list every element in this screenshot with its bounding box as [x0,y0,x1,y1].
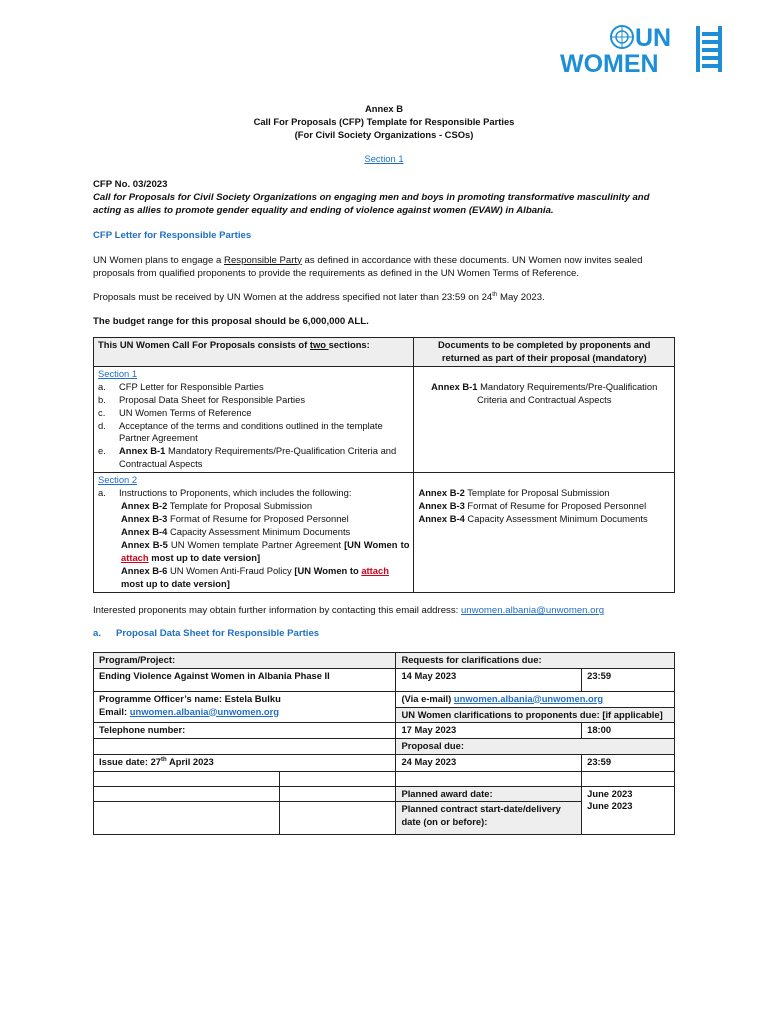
document-page [93,0,675,835]
annex-label: Annex B [364,103,404,114]
cfp-call-title: Call for Proposals for Civil Society Organizations on engaging men and boys in promoting transformative masculinity and acting as allies to promote gender equality and ending of violence against women (EVAW) in Albania. [93,191,650,217]
data-sheet-table [93,652,675,836]
award-dates-cell [582,786,675,835]
list-item: c. UN Women Terms of Reference [98,406,252,418]
clarif-to-time: 18:00 [582,723,675,739]
section-1-list [98,381,409,472]
list-item: Annex B-2 Template for Proposal Submission [418,487,610,499]
contact-paragraph: Interested proponents may obtain further information by contacting this email address: unwomen.albania@unwomen.org [93,605,605,617]
empty-cell [582,771,675,786]
program-label: Program/Project: [94,652,396,668]
doc-subtitle: (For Civil Society Organizations - CSOs) [294,129,474,141]
table-row [94,652,675,668]
section-1-cell [94,366,414,473]
list-item: Annex B-3 Format of Resume for Proposed Personnel [121,513,349,525]
table-row [94,691,675,707]
empty-cell [94,739,396,755]
clarif-to-label: UN Women clarifications to proponents due: [if applicable] [396,707,675,723]
table-row [94,337,675,366]
via-email-link[interactable]: unwomen.albania@unwomen.org [453,692,604,704]
officer-email-link[interactable]: unwomen.albania@unwomen.org [129,705,280,717]
clarif-date: 14 May 2023 [396,668,582,691]
table-row [94,668,675,691]
clarif-label: Requests for clarifications due: [396,652,675,668]
list-item: a. CFP Letter for Responsible Parties [98,380,264,392]
section-2-table-link[interactable]: Section 2 [98,474,138,486]
responsible-party-link[interactable]: Responsible Party [224,254,302,266]
section-1-link[interactable]: Section 1 [364,153,404,165]
list-item: e. Annex B-1 Mandatory Requirements/Pre-Qualification Criteria and Contractual Aspects [98,445,397,470]
sections-table [93,337,675,593]
letter-paragraph-2: Proposals must be received by UN Women at the address specified not later than 23:59 on 24th May 2023. [93,292,545,304]
award-label: Planned award date: [396,786,582,802]
attach-link[interactable]: attach [361,565,389,577]
proposal-due-label: Proposal due: [396,739,675,755]
section-2-docs-cell [414,473,675,593]
attach-link[interactable]: attach [121,552,149,564]
officer-name: Programme Officer’s name: Estela Bulku [99,692,281,704]
contract-date: June 2023 [587,800,633,812]
table-row [94,771,675,786]
letter-paragraph-1: UN Women plans to engage a Responsible Party as defined in accordance with these documents. UN Women now invites sealed proposals from qualified proponents to provide the requirements as defined in the UN Women Terms of Reference. [93,254,643,279]
empty-cell [279,802,396,835]
list-item: a. Instructions to Proponents, which includes the following: [98,487,352,499]
table-row [94,786,675,802]
section-1-table-link[interactable]: Section 1 [98,367,138,379]
program-name: Ending Violence Against Women in Albania Phase II [94,668,396,691]
list-item: Annex B-3 Format of Resume for Proposed Personnel [418,500,647,512]
empty-cell [279,786,396,802]
list-item: Annex B-6 UN Women Anti-Fraud Policy [UN Women to attach most up to date version] [121,565,389,590]
section-2-list [98,487,409,500]
logo-un-text: UN [635,24,672,52]
section-1-docs-cell: Annex B-1 Mandatory Requirements/Pre-Qualification Criteria and Contractual Aspects [414,366,675,473]
annex-list [98,500,409,591]
proposal-date: 24 May 2023 [396,755,582,771]
empty-cell [94,771,280,786]
issue-date: Issue date: 27th April 2023 [94,755,396,771]
officer-cell: Programme Officer’s name: Estela Bulku Email: unwomen.albania@unwomen.org [94,691,396,723]
budget-range: The budget range for this proposal should be 6,000,000 ALL. [93,316,369,328]
doc-title: Call For Proposals (CFP) Template for Responsible Parties [253,116,515,128]
table-row [94,473,675,593]
empty-cell [94,802,280,835]
table-row [94,739,675,755]
award-date: June 2023 [587,787,633,799]
sections-header-left: This UN Women Call For Proposals consists of two sections: [94,337,414,366]
list-item: b. Proposal Data Sheet for Responsible Parties [98,393,306,405]
empty-cell [279,771,396,786]
data-sheet-heading: a. Proposal Data Sheet for Responsible Parties [93,628,320,640]
contract-label: Planned contract start-date/delivery date (on or before): [396,802,582,835]
list-item: Annex B-4 Capacity Assessment Minimum Documents [121,526,351,538]
section-2-cell [94,473,414,593]
clarif-to-date: 17 May 2023 [396,723,582,739]
clarif-time: 23:59 [582,668,675,691]
proposal-time: 23:59 [582,755,675,771]
contact-email-link[interactable]: unwomen.albania@unwomen.org [460,605,605,617]
table-row [94,723,675,739]
laurel-icon [696,26,722,72]
table-row [94,366,675,473]
list-item: Annex B-4 Capacity Assessment Minimum Documents [418,513,648,525]
via-email-cell: (Via e-mail) unwomen.albania@unwomen.org [396,691,675,707]
telephone-label: Telephone number: [94,723,396,739]
empty-cell [94,786,280,802]
logo-women-text: WOMEN [560,50,659,74]
list-item: d. Acceptance of the terms and conditions outlined in the template Partner Agreement [98,419,383,444]
list-item: Annex B-2 Template for Proposal Submission [121,500,313,512]
letter-heading: CFP Letter for Responsible Parties [93,230,252,242]
cfp-number: CFP No. 03/2023 [93,178,168,190]
table-row [94,755,675,771]
list-item: Annex B-5 UN Women template Partner Agreement [UN Women to attach most up to date version] [121,539,410,564]
empty-cell [396,771,582,786]
page-header [93,102,675,166]
sections-header-right: Documents to be completed by proponents and returned as part of their proposal (mandatory) [414,337,675,366]
